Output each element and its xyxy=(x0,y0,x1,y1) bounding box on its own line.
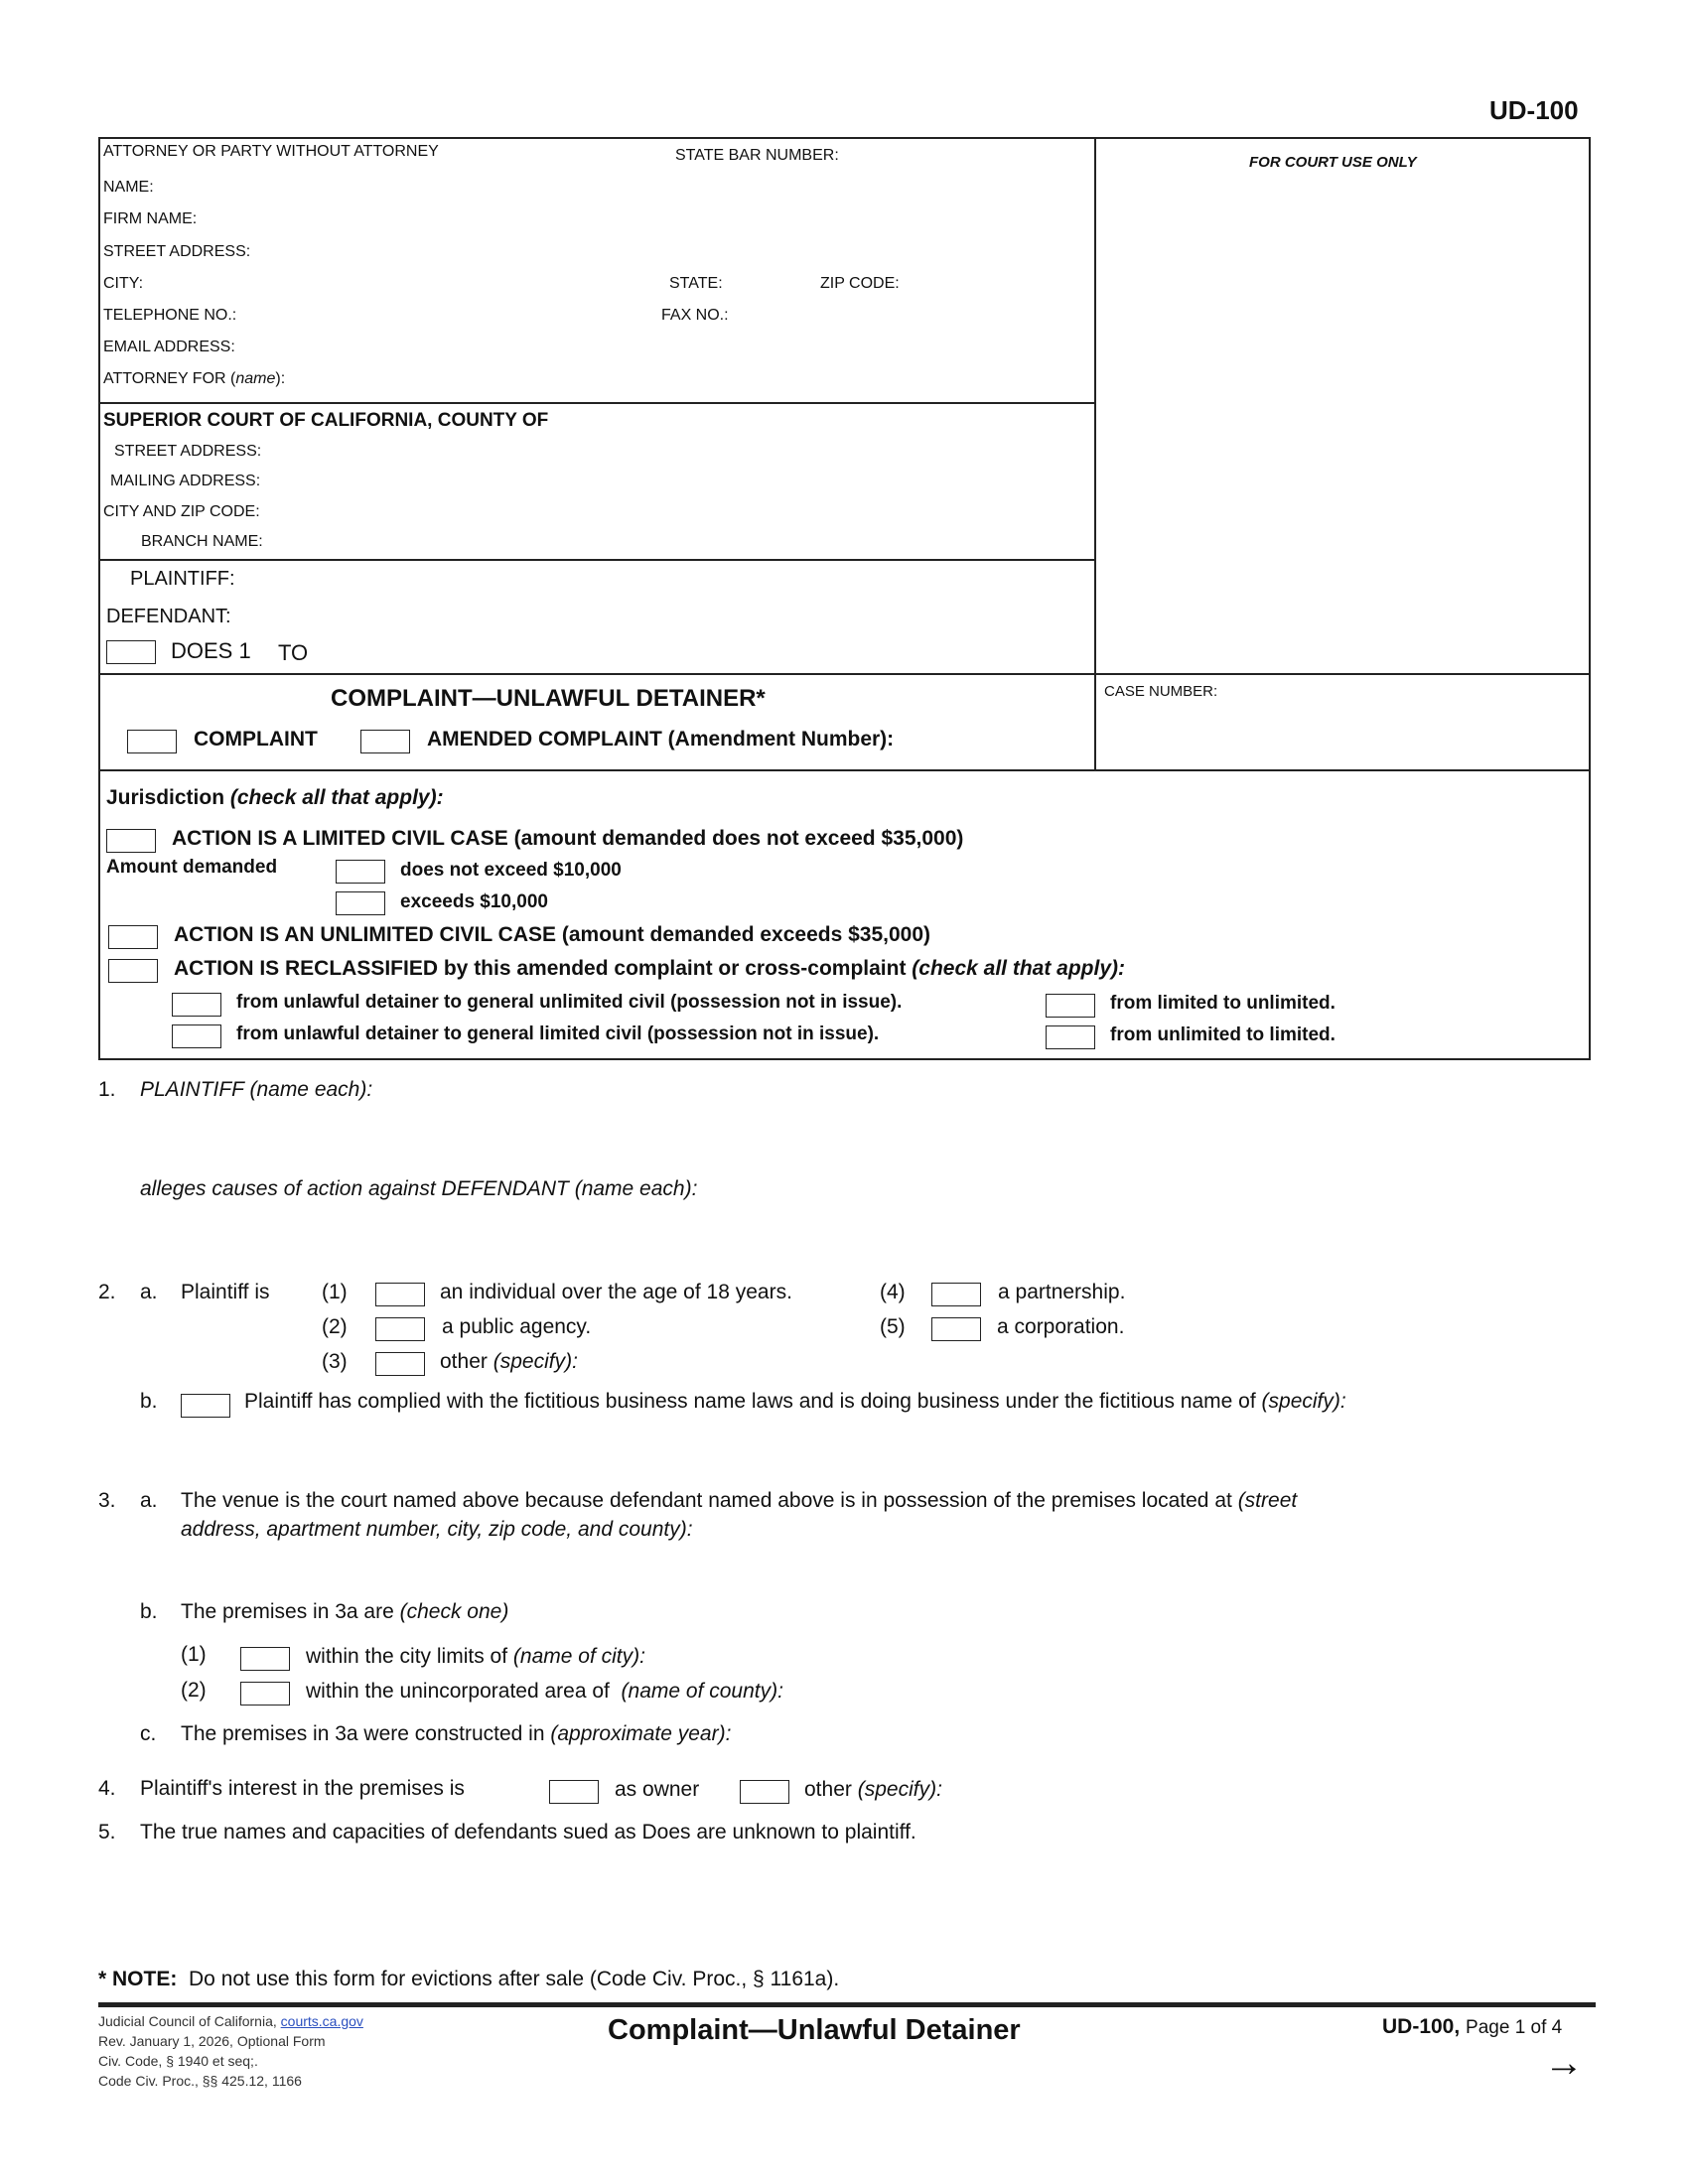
plaintiff-label: PLAINTIFF: xyxy=(130,568,235,590)
exceeds-10000-label: exceeds $10,000 xyxy=(400,891,548,912)
page-number: UD-100, Page 1 of 4 xyxy=(1382,2015,1563,2038)
unlimited-to-limited-checkbox[interactable] xyxy=(1046,1025,1095,1049)
item1-alleges-label: alleges causes of action against DEFENDANT (name each): xyxy=(140,1177,698,1200)
defendant-label: DEFENDANT: xyxy=(106,606,231,627)
exceeds-10000-checkbox[interactable] xyxy=(336,891,385,915)
individual-label: an individual over the age of 18 years. xyxy=(440,1281,792,1303)
corporation-checkbox[interactable] xyxy=(931,1317,981,1341)
interest-other-label: other (specify): xyxy=(804,1778,942,1801)
item2a-letter: a. xyxy=(140,1281,158,1303)
does-to-label: TO xyxy=(278,640,309,665)
firm-name-label: FIRM NAME: xyxy=(103,210,198,227)
footer-rev: Rev. January 1, 2026, Optional Form xyxy=(98,2033,326,2049)
corporation-label: a corporation. xyxy=(997,1315,1125,1338)
telephone-label: TELEPHONE NO.: xyxy=(103,307,237,324)
unincorporated-label: within the unincorporated area of (name of county): xyxy=(306,1680,783,1703)
title-jurisdiction-divider xyxy=(98,769,1591,771)
unlimited-to-limited-label: from unlimited to limited. xyxy=(1110,1024,1336,1045)
item5-label: The true names and capacities of defendants sued as Does are unknown to plaintiff. xyxy=(140,1821,916,1843)
unincorporated-checkbox[interactable] xyxy=(240,1682,290,1706)
owner-label: as owner xyxy=(615,1778,700,1801)
item3-number: 3. xyxy=(98,1489,116,1512)
owner-checkbox[interactable] xyxy=(549,1780,599,1804)
header-top-border xyxy=(98,137,1591,139)
footer-title: Complaint—Unlawful Detainer xyxy=(608,2014,1021,2046)
city-limits-label: within the city limits of (name of city): xyxy=(306,1645,645,1668)
item2a-opt4-number: (4) xyxy=(880,1281,906,1303)
attorney-for-label: ATTORNEY FOR (name): xyxy=(103,370,286,387)
footer-rule xyxy=(98,2002,1596,2007)
does-checkbox[interactable] xyxy=(106,640,156,664)
next-page-arrow-icon[interactable]: → xyxy=(1544,2041,1584,2085)
footnote: * NOTE: Do not use this form for evictions after sale (Code Civ. Proc., § 1161a). xyxy=(98,1968,840,1990)
ud-to-unlimited-checkbox[interactable] xyxy=(172,993,221,1017)
court-title: SUPERIOR COURT OF CALIFORNIA, COUNTY OF xyxy=(103,410,549,431)
state-label: STATE: xyxy=(669,275,723,292)
limited-case-label: ACTION IS A LIMITED CIVIL CASE (amount demanded does not exceed $35,000) xyxy=(172,827,964,850)
amended-option-label: AMENDED COMPLAINT (Amendment Number): xyxy=(427,728,895,751)
amended-checkbox[interactable] xyxy=(360,730,410,753)
item3c-letter: c. xyxy=(140,1722,157,1745)
court-parties-divider xyxy=(98,559,1095,561)
item2a-opt1-number: (1) xyxy=(322,1281,348,1303)
court-branch-label: BRANCH NAME: xyxy=(141,533,263,550)
item3c-label: The premises in 3a were constructed in (approximate year): xyxy=(181,1722,732,1745)
header-right-border xyxy=(1589,137,1591,1060)
footer-council: Judicial Council of California, courts.ca.gov xyxy=(98,2013,363,2029)
footer-civ-code: Civ. Code, § 1940 et seq;. xyxy=(98,2053,258,2069)
street-address-label: STREET ADDRESS: xyxy=(103,243,251,260)
item1-plaintiff-label: PLAINTIFF (name each): xyxy=(140,1078,373,1101)
attorney-heading: ATTORNEY OR PARTY WITHOUT ATTORNEY xyxy=(103,143,439,160)
reclassified-label: ACTION IS RECLASSIFIED by this amended complaint or cross-complaint (check all that apply): xyxy=(174,957,1126,980)
item3a-label: The venue is the court named above because defendant named above is in possession of the premises located at (street xyxy=(181,1489,1298,1512)
parties-title-divider xyxy=(98,673,1591,675)
fictitious-name-checkbox[interactable] xyxy=(181,1394,230,1418)
public-agency-checkbox[interactable] xyxy=(375,1317,425,1341)
individual-checkbox[interactable] xyxy=(375,1283,425,1306)
not-exceed-10000-checkbox[interactable] xyxy=(336,860,385,884)
state-bar-label: STATE BAR NUMBER: xyxy=(675,147,839,164)
ud-to-unlimited-label: from unlawful detainer to general unlimited civil (possession not in issue). xyxy=(236,992,903,1013)
item3a-letter: a. xyxy=(140,1489,158,1512)
court-mailing-label: MAILING ADDRESS: xyxy=(110,473,261,489)
item3b-letter: b. xyxy=(140,1600,158,1623)
court-street-label: STREET ADDRESS: xyxy=(114,443,262,460)
reclassified-checkbox[interactable] xyxy=(108,959,158,983)
header-bottom-border xyxy=(98,1058,1591,1060)
item2a-opt2-number: (2) xyxy=(322,1315,348,1338)
limited-to-unlimited-label: from limited to unlimited. xyxy=(1110,993,1336,1014)
partnership-label: a partnership. xyxy=(998,1281,1126,1303)
item2b-letter: b. xyxy=(140,1390,158,1413)
city-label: CITY: xyxy=(103,275,144,292)
attorney-court-divider xyxy=(98,402,1095,404)
item2a-opt3-number: (3) xyxy=(322,1350,348,1373)
not-exceed-10000-label: does not exceed $10,000 xyxy=(400,860,622,881)
amount-demanded-label: Amount demanded xyxy=(106,857,278,878)
court-city-zip-label: CITY AND ZIP CODE: xyxy=(103,503,260,520)
item3b-label: The premises in 3a are (check one) xyxy=(181,1600,509,1623)
item4-number: 4. xyxy=(98,1777,116,1800)
complaint-title: COMPLAINT—UNLAWFUL DETAINER* xyxy=(331,685,766,712)
unlimited-case-checkbox[interactable] xyxy=(108,925,158,949)
item2a-opt5-number: (5) xyxy=(880,1315,906,1338)
ud-to-limited-checkbox[interactable] xyxy=(172,1024,221,1048)
fax-label: FAX NO.: xyxy=(661,307,729,324)
item1-number: 1. xyxy=(98,1078,116,1101)
partnership-checkbox[interactable] xyxy=(931,1283,981,1306)
zip-code-label: ZIP CODE: xyxy=(820,275,900,292)
form-id: UD-100 xyxy=(1489,95,1579,125)
public-agency-label: a public agency. xyxy=(442,1315,592,1338)
court-use-label: FOR COURT USE ONLY xyxy=(1249,154,1417,171)
item3a-label-cont: address, apartment number, city, zip code, and county): xyxy=(181,1518,693,1541)
name-label: NAME: xyxy=(103,179,154,196)
case-number-label: CASE NUMBER: xyxy=(1104,683,1218,700)
court-use-divider xyxy=(1094,137,1096,770)
limited-to-unlimited-checkbox[interactable] xyxy=(1046,994,1095,1018)
item3b1-number: (1) xyxy=(181,1643,207,1666)
courts-link[interactable]: courts.ca.gov xyxy=(280,2013,363,2029)
other-plaintiff-label: other (specify): xyxy=(440,1350,578,1373)
does-label: DOES 1 xyxy=(171,638,251,663)
header-left-border xyxy=(98,137,100,1060)
fictitious-name-label: Plaintiff has complied with the fictitious business name laws and is doing business under the fictitious name of (specify): xyxy=(244,1390,1346,1413)
footer-code-civ: Code Civ. Proc., §§ 425.12, 1166 xyxy=(98,2073,302,2089)
item3b2-number: (2) xyxy=(181,1679,207,1702)
other-plaintiff-checkbox[interactable] xyxy=(375,1352,425,1376)
item4-label: Plaintiff's interest in the premises is xyxy=(140,1777,465,1800)
email-label: EMAIL ADDRESS: xyxy=(103,339,235,355)
jurisdiction-heading: Jurisdiction (check all that apply): xyxy=(106,786,444,809)
complaint-checkbox[interactable] xyxy=(127,730,177,753)
item2a-label: Plaintiff is xyxy=(181,1281,270,1303)
unlimited-case-label: ACTION IS AN UNLIMITED CIVIL CASE (amount demanded exceeds $35,000) xyxy=(174,923,930,946)
interest-other-checkbox[interactable] xyxy=(740,1780,789,1804)
item5-number: 5. xyxy=(98,1821,116,1843)
item2-number: 2. xyxy=(98,1281,116,1303)
city-limits-checkbox[interactable] xyxy=(240,1647,290,1671)
ud-to-limited-label: from unlawful detainer to general limited civil (possession not in issue). xyxy=(236,1024,880,1044)
complaint-option-label: COMPLAINT xyxy=(194,728,318,751)
limited-case-checkbox[interactable] xyxy=(106,829,156,853)
